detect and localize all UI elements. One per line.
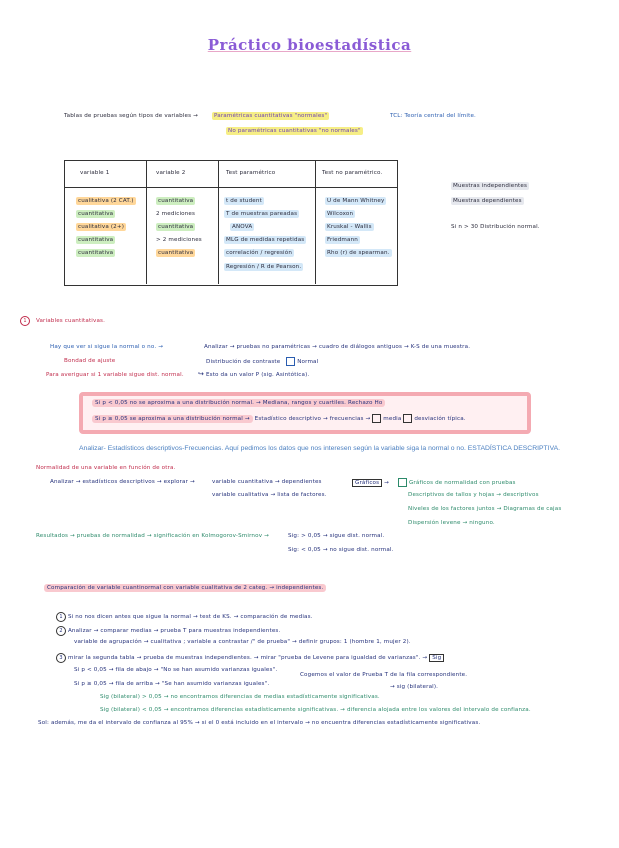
intro-text: Tablas de pruebas según tipos de variables → xyxy=(64,113,198,119)
comp-s1: Si p < 0,05 → fila de abajo → "No se han asumido varianzas iguales". xyxy=(74,667,278,673)
table-cell: Regresión / R de Pearson. xyxy=(226,264,302,270)
s1-line1b: Analizar → pruebas no paramétricas → cuadro de diálogos antiguos → K-S de una muestra. xyxy=(204,344,471,350)
norm-l1b: variable cuantitativa → dependientes xyxy=(212,479,322,485)
g4: Dispersión levene → ninguno. xyxy=(408,520,495,526)
table-cell: cuantitativa xyxy=(78,237,114,243)
s1-averiguar: Para averiguar si 1 variable sigue dist. normal. xyxy=(46,372,184,378)
table-cell: cuantitativa xyxy=(158,250,194,256)
side-indep: Muestras independientes xyxy=(453,183,528,189)
checkbox-icon xyxy=(372,414,381,423)
table-header-1: variable 1 xyxy=(80,170,110,176)
box-line1: Si p < 0,05 no se aproxima a una distribución normal. → Mediana, rangos y cuartiles. Rechazo Ho xyxy=(92,400,385,406)
table-cell: cuantitativa xyxy=(158,198,194,204)
s1-line1: Hay que ver si sigue la normal o no. → xyxy=(50,344,164,350)
table-cell: cuantitativa xyxy=(158,224,194,230)
checkbox-icon xyxy=(403,414,412,423)
comp-cog2: → sig (bilateral). xyxy=(390,684,439,690)
table-cell: 2 mediciones xyxy=(156,211,196,217)
section1-number: 1 xyxy=(20,316,30,326)
page-title: Práctico bioestadística xyxy=(207,36,412,54)
side-dist: Si n > 30 Distribución normal. xyxy=(451,224,540,230)
sig-box: Sig xyxy=(429,654,444,662)
norm-sig1: Sig: > 0,05 → sigue dist. normal. xyxy=(288,533,385,539)
g2: Descriptivos de tallos y hojas → descriptivos xyxy=(408,492,539,498)
g3: Niveles de los factores juntos → Diagramas de cajas xyxy=(408,506,562,512)
s1-dist-contraste: Distribución de contraste Normal xyxy=(206,359,319,365)
table-header-4: Test no paramétrico. xyxy=(322,170,383,176)
table-cell: correlación / regresión xyxy=(226,250,293,256)
noparam-label: No paramétricas cuantitativas "no normales" xyxy=(228,128,361,134)
graficos-box: Gráficos → xyxy=(352,479,389,487)
checkbox-icon xyxy=(398,478,407,487)
norm-title: Normalidad de una variable en función de otra. xyxy=(36,465,176,471)
table-cell: cuantitativa xyxy=(78,250,114,256)
table-cell: U de Mann Whitney xyxy=(327,198,385,204)
table-cell: Friedmann xyxy=(327,237,358,243)
comp-i3: 3 mirar la segunda tabla → prueba de muestras independientes. → mirar "prueba de Levene para igualdad de varianzas". → Sig xyxy=(56,653,444,663)
comp-sol: Sol: además, me da el intervalo de confianza al 95% → si el 0 está incluido en el intervalo → no encuentra diferencias estadísticamente significativas. xyxy=(38,720,481,726)
table-cell: MLG de medidas repetidas xyxy=(226,237,305,243)
norm-sig2: Sig: < 0,05 → no sigue dist. normal. xyxy=(288,547,394,553)
comp-title: Comparación de variable cuantinormal con variable cualitativa de 2 categ. → independientes. xyxy=(44,585,326,591)
comp-i1: 1 Si no nos dicen antes que sigue la normal → test de KS. → comparación de medias. xyxy=(56,612,313,622)
table-cell: cualitativa (2 CAT.) xyxy=(78,198,134,204)
curved-arrow-icon: ↪ xyxy=(198,370,205,378)
comp-b1: Sig (bilateral) > 0,05 → no encontramos diferencias de medias estadísticamente significativas. xyxy=(100,694,380,700)
table-header-3: Test paramétrico xyxy=(226,170,276,176)
table-cell: t de student xyxy=(226,198,262,204)
table-cell: ANOVA xyxy=(232,224,253,230)
table-cell: Kruskal - Wallis xyxy=(327,224,372,230)
param-label: Paramétricas cuantitativas "normales" xyxy=(214,113,328,119)
table-cell: cualitativa (2+) xyxy=(78,224,125,230)
table-cell: Rho (r) de spearman. xyxy=(327,250,390,256)
g1: Gráficos de normalidad con pruebas xyxy=(398,478,516,487)
table-cell: T de muestras pareadas xyxy=(226,211,298,217)
table-cell: > 2 mediciones xyxy=(156,237,202,243)
comp-i2: 2 Analizar → comparar medias → prueba T para muestras independientes. xyxy=(56,626,280,636)
s1-bondad: Bondad de ajuste xyxy=(64,358,116,364)
comp-i2b: variable de agrupación → cualitativa ; variable a contrastar /" de prueba" → definir grupos: 1 (hombre 1, mujer 2). xyxy=(74,639,411,645)
section1-heading: 1 Variables cuantitativas. xyxy=(20,316,105,326)
comp-s2: Si p ≥ 0,05 → fila de arriba → "Se han asumido varianzas iguales". xyxy=(74,681,270,687)
table-header-2: variable 2 xyxy=(156,170,186,176)
tcl-text: TCL: Teoría central del límite. xyxy=(390,113,476,119)
table-cell: cuantitativa xyxy=(78,211,114,217)
analyze-note: Analizar- Estadísticos descriptivos-Frecuencias. Aquí pedimos los datos que nos interesen según la variable siga la normal o no. ESTADÍSTICA DESCRIPTIVA. xyxy=(79,445,561,452)
side-dep: Muestras dependientes xyxy=(453,198,522,204)
s1-valor-p: ↪ Esto da un valor P (sig. Asintótica). xyxy=(198,370,310,378)
checkbox-icon xyxy=(286,357,295,366)
comp-cog: Cogemos el valor de Prueba T de la fila correspondiente. xyxy=(300,672,468,678)
norm-l1: Analizar → estadísticos descriptivos → explorar → xyxy=(50,479,195,485)
comp-b2: Sig (bilateral) < 0,05 → encontramos diferencias estadísticamente significativas. → diferencia alojada entre los valores del intervalo de confianza. xyxy=(100,707,531,713)
table-cell: Wilcoxon xyxy=(327,211,354,217)
norm-res: Resultados → pruebas de normalidad → significación en Kolmogorov-Smirnov → xyxy=(36,533,269,539)
box-line2: Si p ≥ 0,05 se aproxima a una distribución normal → Estadístico descriptivo → frecuencias → media desviación típica. xyxy=(92,414,466,423)
norm-l1c: variable cualitativa → lista de factores. xyxy=(212,492,327,498)
